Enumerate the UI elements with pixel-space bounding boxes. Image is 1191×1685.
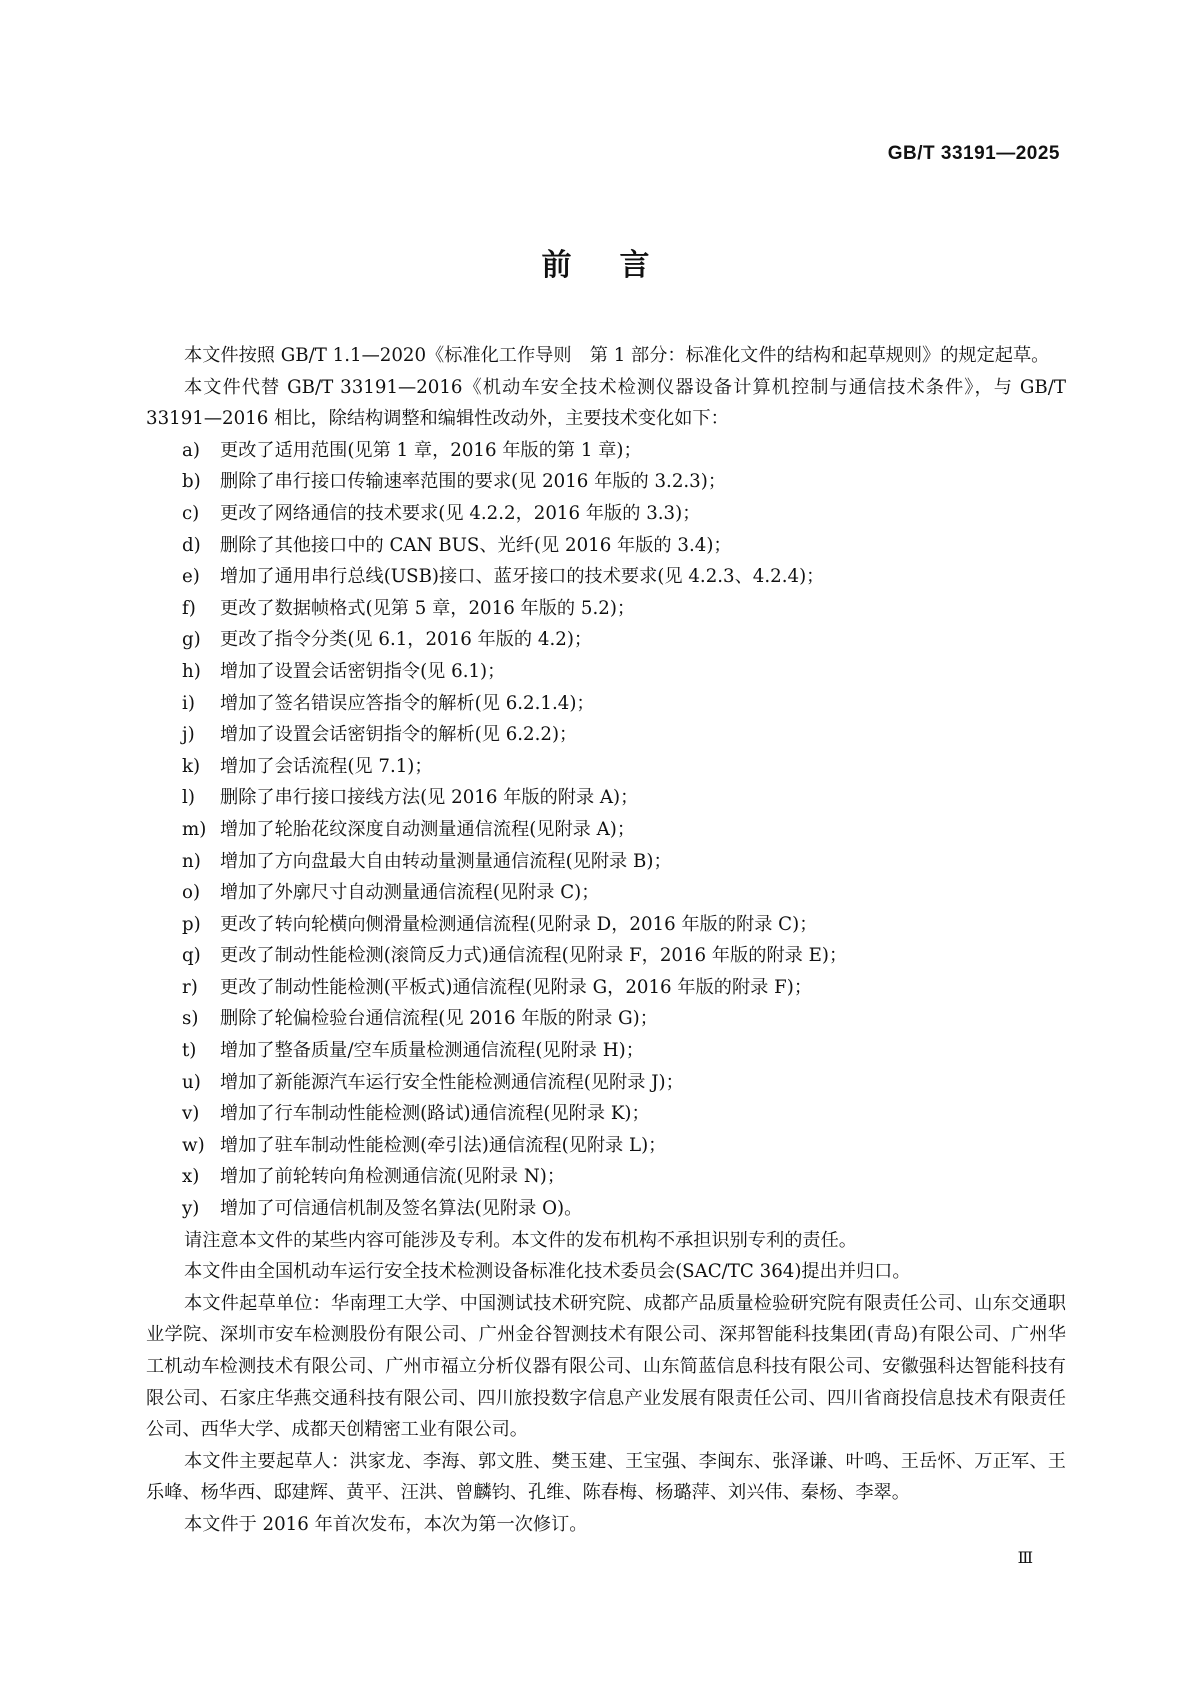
list-item-label: s) (182, 1008, 199, 1030)
list-item-text: 更改了制动性能检测(滚筒反力式)通信流程(见附录 F，2016 年版的附录 E)； (220, 945, 848, 967)
list-item (146, 498, 1066, 530)
list-item (146, 656, 1066, 688)
list-item (146, 1003, 1066, 1035)
list-item-label: i) (182, 692, 195, 714)
list-item (146, 530, 1066, 562)
list-item (146, 1098, 1066, 1130)
drafters: 本文件主要起草人：洪家龙、李海、郭文胜、樊玉建、王宝强、李闽东、张泽谦、叶鸣、王岳怀、万正军、王乐峰、杨华西、邸建辉、黄平、汪洪、曾麟钧、孔维、陈春梅、杨璐萍、刘兴伟、秦杨、李翠。 (146, 1450, 1066, 1504)
list-item-text: 增加了新能源汽车运行安全性能检测通信流程(见附录 J)； (220, 1071, 684, 1093)
list-item-label: d) (182, 534, 201, 556)
list-item-label: g) (182, 629, 201, 651)
list-item (146, 1193, 1066, 1225)
list-item (146, 972, 1066, 1004)
publication-history: 本文件于 2016 年首次发布，本次为第一次修订。 (184, 1513, 588, 1535)
page-number: Ⅲ (1017, 1548, 1033, 1567)
list-item-text: 增加了轮胎花纹深度自动测量通信流程(见附录 A)； (220, 818, 636, 840)
list-item (146, 1161, 1066, 1193)
list-item-text: 更改了网络通信的技术要求(见 4.2.2，2016 年版的 3.3)； (220, 502, 701, 524)
list-item (146, 561, 1066, 593)
list-item (146, 782, 1066, 814)
list-item (146, 940, 1066, 972)
list-item (146, 624, 1066, 656)
list-item (146, 1067, 1066, 1099)
list-item-text: 删除了其他接口中的 CAN BUS、光纤(见 2016 年版的 3.4)； (220, 534, 732, 556)
list-item-text: 删除了串行接口传输速率范围的要求(见 2016 年版的 3.2.3)； (220, 471, 727, 493)
page-title: 前言 (541, 248, 698, 283)
list-item-label: h) (182, 660, 201, 682)
list-item-label: u) (182, 1071, 201, 1093)
list-item-text: 更改了指令分类(见 6.1，2016 年版的 4.2)； (220, 629, 593, 651)
list-item (146, 846, 1066, 878)
list-item-text: 更改了制动性能检测(平板式)通信流程(见附录 G，2016 年版的附录 F)； (220, 976, 813, 998)
standard-number: GB/T 33191—2025 (887, 143, 1060, 164)
list-item-text: 增加了整备质量/空车质量检测通信流程(见附录 H)； (220, 1040, 644, 1062)
list-item-label: t) (182, 1040, 197, 1062)
list-item (146, 1130, 1066, 1162)
intro-paragraph: 本文件代替 GB/T 33191—2016《机动车安全技术检测仪器设备计算机控制与通信技术条件》，与 GB/T 33191—2016 相比，除结构调整和编辑性改动外，主要技术变化如下： (146, 376, 1066, 430)
list-item (146, 435, 1066, 467)
list-item-text: 删除了串行接口接线方法(见 2016 年版的附录 A)； (220, 787, 639, 809)
list-item (146, 688, 1066, 720)
list-item-label: q) (182, 945, 201, 967)
list-item-text: 增加了签名错误应答指令的解析(见 6.2.1.4)； (220, 692, 595, 714)
list-item-label: f) (182, 597, 196, 619)
list-item-label: w) (182, 1134, 205, 1156)
list-item-label: c) (182, 502, 200, 524)
list-item (146, 719, 1066, 751)
list-item-text: 增加了行车制动性能检测(路试)通信流程(见附录 K)； (220, 1103, 650, 1125)
list-item (146, 877, 1066, 909)
changes-list (146, 435, 1066, 1225)
list-item-label: l) (182, 787, 195, 809)
list-item-label: r) (182, 976, 198, 998)
list-item (146, 751, 1066, 783)
list-item-label: j) (182, 724, 195, 746)
list-item-text: 更改了转向轮横向侧滑量检测通信流程(见附录 D，2016 年版的附录 C)； (220, 913, 818, 935)
list-item (146, 466, 1066, 498)
list-item (146, 1035, 1066, 1067)
list-item-label: a) (182, 439, 200, 461)
list-item-label: y) (182, 1198, 200, 1220)
document-body (146, 340, 1066, 1541)
intro-paragraph: 本文件按照 GB/T 1.1—2020《标准化工作导则 第 1 部分：标准化文件的结构和起草规则》的规定起草。 (184, 345, 1050, 366)
list-item-label: x) (182, 1166, 200, 1188)
list-item-label: k) (182, 755, 201, 777)
list-item-text: 增加了会话流程(见 7.1)； (220, 755, 433, 777)
list-item (146, 909, 1066, 941)
list-item-label: v) (182, 1103, 200, 1125)
list-item (146, 593, 1066, 625)
list-item-text: 增加了可信通信机制及签名算法(见附录 O)。 (220, 1198, 583, 1220)
list-item-text: 更改了数据帧格式(见第 5 章，2016 年版的 5.2)； (220, 597, 636, 619)
drafting-units: 本文件起草单位：华南理工大学、中国测试技术研究院、成都产品质量检验研究院有限责任公司、山东交通职业学院、深圳市安车检测股份有限公司、广州金谷智测技术有限公司、深邦智能科技集团(青岛)有限公司、广州华工机动车检测技术有限公司、广州市福立分析仪器有限公司、山东简蓝信息科技有限公司、安徽强科达智能科技有限公司、石家庄华燕交通科技有限公司、四川旅投数字信息产业发展有限责任公司、四川省商投信息技术有限责任公司、西华大学、成都天创精密工业有限公司。 (146, 1292, 1066, 1441)
proposer-paragraph: 本文件由全国机动车运行安全技术检测设备标准化技术委员会(SAC/TC 364)提出并归口。 (184, 1261, 911, 1283)
list-item-label: n) (182, 850, 201, 872)
list-item-text: 增加了方向盘最大自由转动量测量通信流程(见附录 B)； (220, 850, 672, 872)
list-item-label: e) (182, 566, 200, 588)
list-item-text: 增加了前轮转向角检测通信流(见附录 N)； (220, 1166, 566, 1188)
list-item-label: o) (182, 882, 201, 904)
list-item-text: 更改了适用范围(见第 1 章，2016 年版的第 1 章)； (220, 439, 642, 461)
list-item-label: b) (182, 471, 201, 493)
list-item-label: p) (182, 913, 201, 935)
list-item-text: 增加了设置会话密钥指令的解析(见 6.2.2)； (220, 724, 578, 746)
list-item-text: 增加了设置会话密钥指令(见 6.1)； (220, 660, 506, 682)
list-item-text: 删除了轮偏检验台通信流程(见 2016 年版的附录 G)； (220, 1008, 658, 1030)
list-item-text: 增加了驻车制动性能检测(牵引法)通信流程(见附录 L)； (220, 1134, 667, 1156)
patent-notice: 请注意本文件的某些内容可能涉及专利。本文件的发布机构不承担识别专利的责任。 (184, 1229, 857, 1251)
list-item-label: m) (182, 818, 207, 840)
list-item-text: 增加了外廓尺寸自动测量通信流程(见附录 C)； (220, 882, 600, 904)
list-item (146, 814, 1066, 846)
list-item-text: 增加了通用串行总线(USB)接口、蓝牙接口的技术要求(见 4.2.3、4.2.4)； (220, 566, 825, 588)
